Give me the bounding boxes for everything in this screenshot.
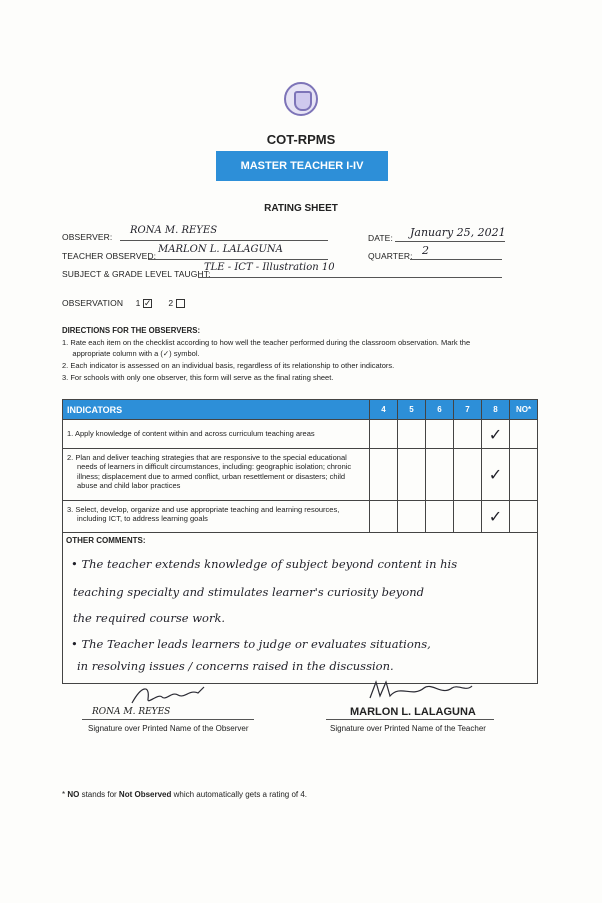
observer-signature-caption: Signature over Printed Name of the Observer xyxy=(88,724,249,733)
indicators-header: INDICATORS xyxy=(63,400,370,420)
comment-line: in resolving issues / concerns raised in the discussion. xyxy=(77,659,394,673)
directions-heading: DIRECTIONS FOR THE OBSERVERS: xyxy=(62,326,201,335)
observer-signature-icon xyxy=(128,683,208,709)
quarter-label: QUARTER: xyxy=(368,251,413,261)
subject-value: TLE - ICT - Illustration 10 xyxy=(204,262,335,273)
indicators-table xyxy=(62,399,538,533)
observer-printed-name: RONA M. REYES xyxy=(92,707,171,717)
observation-option-1-label: 1 xyxy=(135,298,141,308)
footnote xyxy=(62,790,307,799)
check-mark-icon: ✓ xyxy=(488,465,503,484)
column-header: NO* xyxy=(510,400,538,420)
direction-item: appropriate column with a (✓) symbol. xyxy=(62,349,200,358)
check-mark-icon: ✓ xyxy=(488,424,503,444)
rating-cell-8[interactable] xyxy=(482,420,510,449)
rating-cell-4[interactable] xyxy=(370,420,398,449)
observer-value: RONA M. REYES xyxy=(130,225,218,236)
sheet-title: RATING SHEET xyxy=(264,203,338,214)
footnote-mid: stands for xyxy=(79,790,119,799)
comment-line: the required course work. xyxy=(73,611,226,625)
rating-cell-5[interactable] xyxy=(398,501,426,533)
observation-label: OBSERVATION xyxy=(62,298,124,308)
rating-cell-7[interactable] xyxy=(454,449,482,501)
teacher-printed-name: MARLON L. LALAGUNA xyxy=(350,706,476,718)
rating-cell-no[interactable] xyxy=(510,449,538,501)
column-header: 5 xyxy=(398,400,426,420)
column-header: 6 xyxy=(426,400,454,420)
date-label: DATE: xyxy=(368,233,393,243)
subject-line xyxy=(198,277,502,278)
direction-item: 1. Rate each item on the checklist according to how well the teacher performed during the classroom observation. Mark the xyxy=(62,338,471,347)
indicator-number: 1. xyxy=(67,429,74,439)
observer-label: OBSERVER: xyxy=(62,232,113,242)
direction-item: 2. Each indicator is assessed on an individual basis, regardless of its relationship to other indicators. xyxy=(62,361,395,370)
other-comments-label: OTHER COMMENTS: xyxy=(66,536,146,545)
observer-signature-line xyxy=(82,719,254,720)
indicator-description: Plan and deliver teaching strategies that are responsive to the special educational needs of learners in difficult circumstances, including: geographic isolation; chronic illness; displacement due to armed conflict, urban resettlement or disasters; child abuse and child labor practices xyxy=(75,453,352,491)
check-mark-icon: ✓ xyxy=(488,507,503,526)
other-comments-box xyxy=(62,533,538,684)
teacher-signature-caption: Signature over Printed Name of the Teacher xyxy=(330,724,486,733)
column-header: 7 xyxy=(454,400,482,420)
indicator-number: 2. xyxy=(67,453,74,462)
date-line xyxy=(395,241,505,242)
form-code: COT-RPMS xyxy=(266,132,336,147)
indicator-text xyxy=(63,501,370,533)
teacher-signature-icon xyxy=(366,678,476,704)
teacher-value: MARLON L. LALAGUNA xyxy=(158,244,283,255)
comment-line: • The teacher extends knowledge of subject beyond content in his xyxy=(71,557,458,571)
column-header: 8 xyxy=(482,400,510,420)
footnote-suffix: which automatically gets a rating of 4. xyxy=(171,790,308,799)
indicator-text xyxy=(63,420,370,449)
quarter-value: 2 xyxy=(422,244,429,257)
deped-seal-icon xyxy=(284,82,318,116)
table-row xyxy=(63,420,538,449)
rating-cell-6[interactable] xyxy=(426,449,454,501)
rating-cell-4[interactable] xyxy=(370,501,398,533)
column-header: 4 xyxy=(370,400,398,420)
footnote-no: NO xyxy=(67,790,80,799)
footnote-prefix: * xyxy=(62,790,68,799)
indicator-description: Apply knowledge of content within and across curriculum teaching areas xyxy=(74,429,315,439)
teacher-signature-line xyxy=(326,719,494,720)
rating-cell-8[interactable] xyxy=(482,501,510,533)
rating-cell-5[interactable] xyxy=(398,420,426,449)
position-banner: MASTER TEACHER I-IV xyxy=(216,151,388,181)
observation-row xyxy=(62,298,185,308)
indicator-description: Select, develop, organize and use appropriate teaching and learning resources, including ICT, to address learning goals xyxy=(75,505,340,524)
direction-item: 3. For schools with only one observer, this form will serve as the final rating sheet. xyxy=(62,373,334,382)
quarter-line xyxy=(410,259,502,260)
indicator-text xyxy=(63,449,370,501)
observation-option-1-checkbox[interactable]: ✓ xyxy=(143,298,152,309)
rating-cell-6[interactable] xyxy=(426,501,454,533)
rating-cell-6[interactable] xyxy=(426,420,454,449)
teacher-label: TEACHER OBSERVED: xyxy=(62,251,157,261)
rating-cell-4[interactable] xyxy=(370,449,398,501)
observation-option-2-checkbox[interactable] xyxy=(176,299,185,308)
rating-cell-no[interactable] xyxy=(510,420,538,449)
comment-line: • The Teacher leads learners to judge or evaluates situations, xyxy=(71,637,431,651)
footnote-not-observed: Not Observed xyxy=(118,790,172,799)
rating-cell-7[interactable] xyxy=(454,420,482,449)
table-row xyxy=(63,501,538,533)
table-row xyxy=(63,449,538,501)
rating-cell-no[interactable] xyxy=(510,501,538,533)
teacher-line xyxy=(148,259,328,260)
indicator-number: 3. xyxy=(67,505,74,514)
rating-cell-8[interactable] xyxy=(482,449,510,501)
rating-cell-5[interactable] xyxy=(398,449,426,501)
comment-line: teaching specialty and stimulates learner's curiosity beyond xyxy=(73,585,424,599)
observation-option-2-label: 2 xyxy=(168,298,174,308)
rating-cell-7[interactable] xyxy=(454,501,482,533)
date-value: January 25, 2021 xyxy=(410,226,506,239)
observer-line xyxy=(120,240,328,241)
subject-label: SUBJECT & GRADE LEVEL TAUGHT: xyxy=(62,269,211,279)
